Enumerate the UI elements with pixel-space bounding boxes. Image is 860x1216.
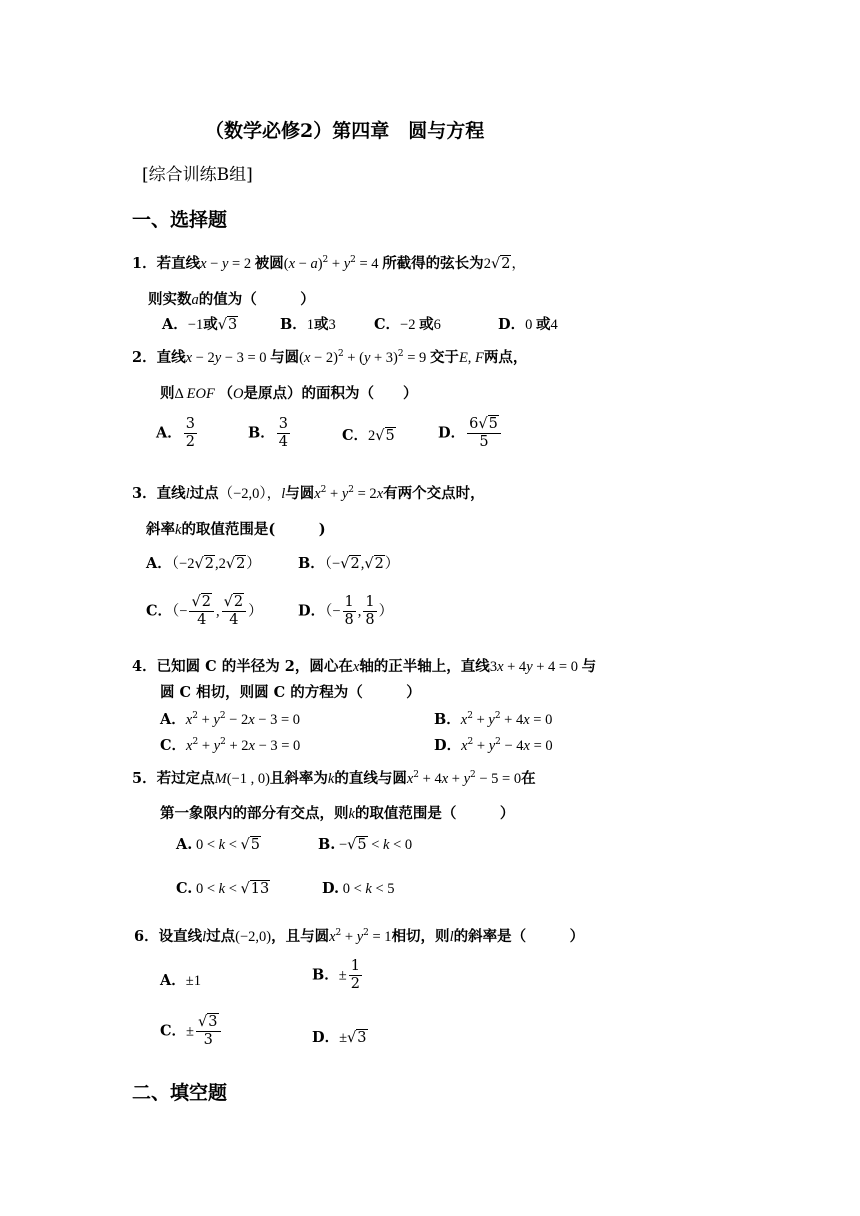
- question-3-option-a: A．（−2√2,2√2）: [146, 555, 261, 572]
- page-title: （数学必修2）第四章 圆与方程: [205, 120, 485, 142]
- question-1-option-d: D．0 或4: [498, 316, 558, 333]
- section-heading-fill: 二、填空题: [132, 1082, 228, 1104]
- question-6-option-b: B．± $\frac{1}{2}$: [312, 958, 360, 992]
- question-2-line-1: 2．直线x − 2y − 3 = 0 与圆$(x - 2)^2 + (y + 3)^2 = 9$ 交于E, F两点，: [132, 349, 528, 366]
- question-1-option-b: B．1或3: [280, 316, 336, 333]
- question-4-option-c: C．$x^2 + y^2 + 2x - 3 = 0$: [160, 737, 301, 754]
- question-4-option-d: D．$x^2 + y^2 - 4x = 0$: [434, 737, 553, 754]
- question-5-line-2: 第一象限内的部分有交点，则k的取值范围是（ ）: [160, 805, 515, 822]
- question-1-line-2: 则实数a的值为（ ）: [148, 291, 315, 308]
- question-2-option-d: D． $\frac{6√5}{5}$: [438, 416, 503, 451]
- question-6-option-d: D．±√3: [312, 1029, 367, 1046]
- question-2-option-b: B． $\frac{3}{4}$: [248, 416, 288, 450]
- question-3-option-c: C．（− $\frac{√2}{4}$ , $\frac{√2}{4}$ ）: [146, 594, 263, 628]
- question-1-option-c: C．−2 或6: [374, 316, 441, 333]
- question-5-line-1: 5．若过定点M(−1 , 0)且斜率为k的直线与圆$x^2 + 4x + y^2 - 5 = 0$在: [132, 770, 536, 787]
- section-heading-choice: 一、选择题: [132, 209, 228, 231]
- question-4-option-a: A．$x^2 + y^2 - 2x - 3 = 0$: [160, 711, 301, 728]
- question-3-option-b: B．（−√2,√2）: [298, 555, 400, 572]
- question-3-option-d: D．（− $\frac{1}{8}$ , $\frac{1}{8}$ ）: [298, 594, 394, 628]
- question-3-line-1: 3．直线l过点（−2,0），l与圆$x^2 + y^2 = 2x$有两个交点时，: [132, 485, 485, 502]
- question-5-option-d: D. 0 < k < 5: [322, 880, 395, 897]
- question-5-option-b: B. −√5 < k < 0: [318, 836, 413, 853]
- question-1-option-a: A．−1或√3: [162, 316, 238, 333]
- question-6-line-1: 6．设直线l过点(−2,0)，且与圆$x^2 + y^2 = 1$相切，则l的斜率是（ ）: [134, 928, 585, 945]
- question-4-line-2: 圆 C 相切，则圆 C 的方程为（ ）: [160, 684, 421, 701]
- question-2-line-2: 则Δ EOF （O是原点）的面积为（ ）: [160, 385, 418, 402]
- question-6-option-c: C．± $\frac{√3}{3}$: [160, 1014, 223, 1049]
- question-6-option-a: A．±1: [160, 972, 201, 989]
- subtitle: [综合训练B组]: [142, 165, 253, 185]
- question-4-option-b: B．$x^2 + y^2 + 4x = 0$: [434, 711, 553, 728]
- question-5-option-a: A. 0 < k < √5: [176, 836, 260, 853]
- question-3-line-2: 斜率k的取值范围是( ): [146, 521, 326, 538]
- question-2-option-c: C．2√5: [342, 427, 395, 444]
- question-2-option-a: A． $\frac{3}{2}$: [156, 416, 195, 450]
- question-1-line-1: 1．若直线x − y = 2 被圆$(x - a)^2 + y^2 = 4$ 所截得的弦长为2√2，: [132, 255, 526, 272]
- question-5-option-c: C. 0 < k < √13: [176, 880, 270, 897]
- question-4-line-1: 4．已知圆 C 的半径为 2，圆心在x轴的正半轴上，直线3x + 4y + 4 = 0 与: [132, 658, 597, 675]
